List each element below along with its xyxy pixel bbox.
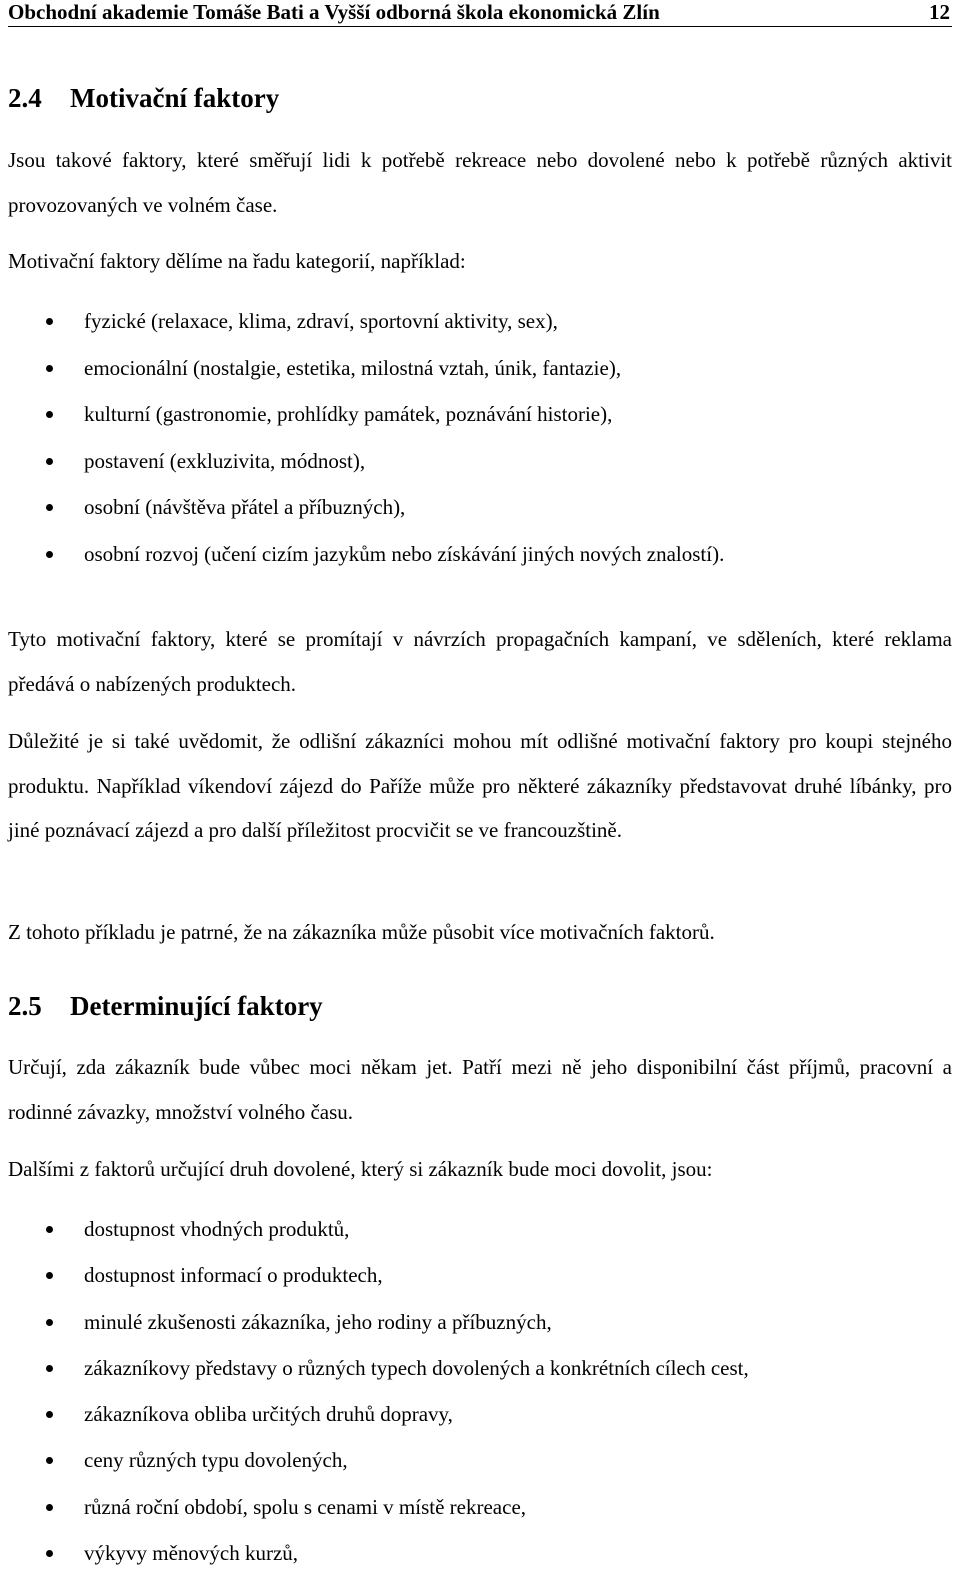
paragraph-determinujici-list-intro: Dalšími z faktorů určující druh dovolené, který si zákazník bude moci dovolit, jsou: — [8, 1157, 713, 1181]
page-number: 12 — [929, 0, 950, 24]
list-item — [0, 1437, 940, 1483]
list-item-text: postavení (exkluzivita, módnost), — [84, 448, 366, 473]
page-header — [8, 0, 952, 27]
determinant-list — [0, 1206, 940, 1576]
section-number: 2.5 — [8, 991, 42, 1021]
bullet-icon — [46, 504, 53, 511]
list-item-text: výkyvy měnových kurzů, — [84, 1541, 299, 1566]
list-item — [0, 1530, 940, 1576]
list-item-text: dostupnost vhodných produktů, — [84, 1217, 350, 1241]
list-item — [0, 1391, 940, 1437]
paragraph-2: Důležité je si také uvědomit, že odlišní zákazníci mohou mít odlišné motivační faktory pro koupi stejného produktu. Například víkendoví zájezd do Paříže může pro některé zákazníky představovat druhé líbánky, pro jiné poznávací zájezd a pro další příležitost procvičit se ve francouzštině. — [8, 729, 952, 842]
paragraph-3: Z tohoto příkladu je patrné, že na zákazníka může působit více motivačních faktorů. — [8, 920, 715, 944]
list-item — [0, 345, 940, 392]
bullet-icon — [46, 1504, 53, 1511]
list-item — [0, 531, 940, 578]
list-item — [0, 1484, 940, 1530]
bullet-icon — [46, 1226, 53, 1233]
list-item-text: fyzické (relaxace, klima, zdraví, sportovní aktivity, sex), — [84, 309, 558, 333]
paragraph-1: Tyto motivační faktory, které se promítají v návrzích propagačních kampaní, ve sděleních, které reklama předává o nabízených produktech. — [8, 627, 952, 696]
motivation-list — [0, 298, 940, 577]
list-item-text: ceny různých typu dovolených, — [84, 1448, 348, 1473]
section-title: Motivační faktory — [70, 83, 280, 113]
list-item-text: zákazníkova obliba určitých druhů dopravy, — [84, 1402, 453, 1427]
list-item — [0, 484, 940, 531]
bullet-icon — [46, 365, 53, 372]
bullet-icon — [46, 551, 53, 558]
bullet-icon — [46, 458, 53, 465]
list-item — [0, 391, 940, 438]
list-item — [0, 1206, 940, 1252]
list-item-text: různá roční období, spolu s cenami v místě rekreace, — [84, 1494, 527, 1519]
paragraph-determinujici-intro: Určují, zda zákazník bude vůbec moci někam jet. Patří mezi ně jeho disponibilní část příjmů, pracovní a rodinné závazky, množství volného času. — [8, 1055, 952, 1124]
section-title: Determinující faktory — [70, 991, 323, 1021]
list-item-text: kulturní (gastronomie, prohlídky památek, poznávání historie), — [84, 402, 613, 426]
list-item-text: emocionální (nostalgie, estetika, milostná vztah, únik, fantazie), — [84, 355, 622, 380]
section-heading-determinujici — [8, 990, 323, 1022]
list-item-text: zákazníkovy představy o různých typech dovolených a konkrétních cílech cest, — [84, 1355, 749, 1380]
bullet-icon — [46, 411, 53, 418]
bullet-icon — [46, 318, 53, 325]
bullet-icon — [46, 1457, 53, 1464]
list-item-text: osobní rozvoj (učení cizím jazykům nebo získávání jiných nových znalostí). — [84, 541, 725, 566]
list-item — [0, 298, 940, 345]
paragraph-list-intro: Motivační faktory dělíme na řadu kategorií, například: — [8, 249, 466, 273]
list-item-text: dostupnost informací o produktech, — [84, 1263, 383, 1288]
list-item — [0, 1345, 940, 1391]
bullet-icon — [46, 1319, 53, 1326]
bullet-icon — [46, 1550, 53, 1557]
header-title: Obchodní akademie Tomáše Bati a Vyšší odborná škola ekonomická Zlín — [8, 0, 660, 24]
section-number: 2.4 — [8, 83, 42, 113]
bullet-icon — [46, 1365, 53, 1372]
list-item-text: osobní (návštěva přátel a příbuzných), — [84, 495, 406, 519]
bullet-icon — [46, 1272, 53, 1279]
bullet-icon — [46, 1411, 53, 1418]
list-item — [0, 1252, 940, 1298]
list-item-text: minulé zkušenosti zákazníka, jeho rodiny a příbuzných, — [84, 1309, 552, 1334]
list-item — [0, 1299, 940, 1345]
section-heading-motivacni — [8, 82, 279, 114]
list-item — [0, 438, 940, 485]
paragraph-intro: Jsou takové faktory, které směřují lidi k potřebě rekreace nebo dovolené nebo k potřebě různých aktivit provozovaných ve volném čase. — [8, 148, 952, 217]
